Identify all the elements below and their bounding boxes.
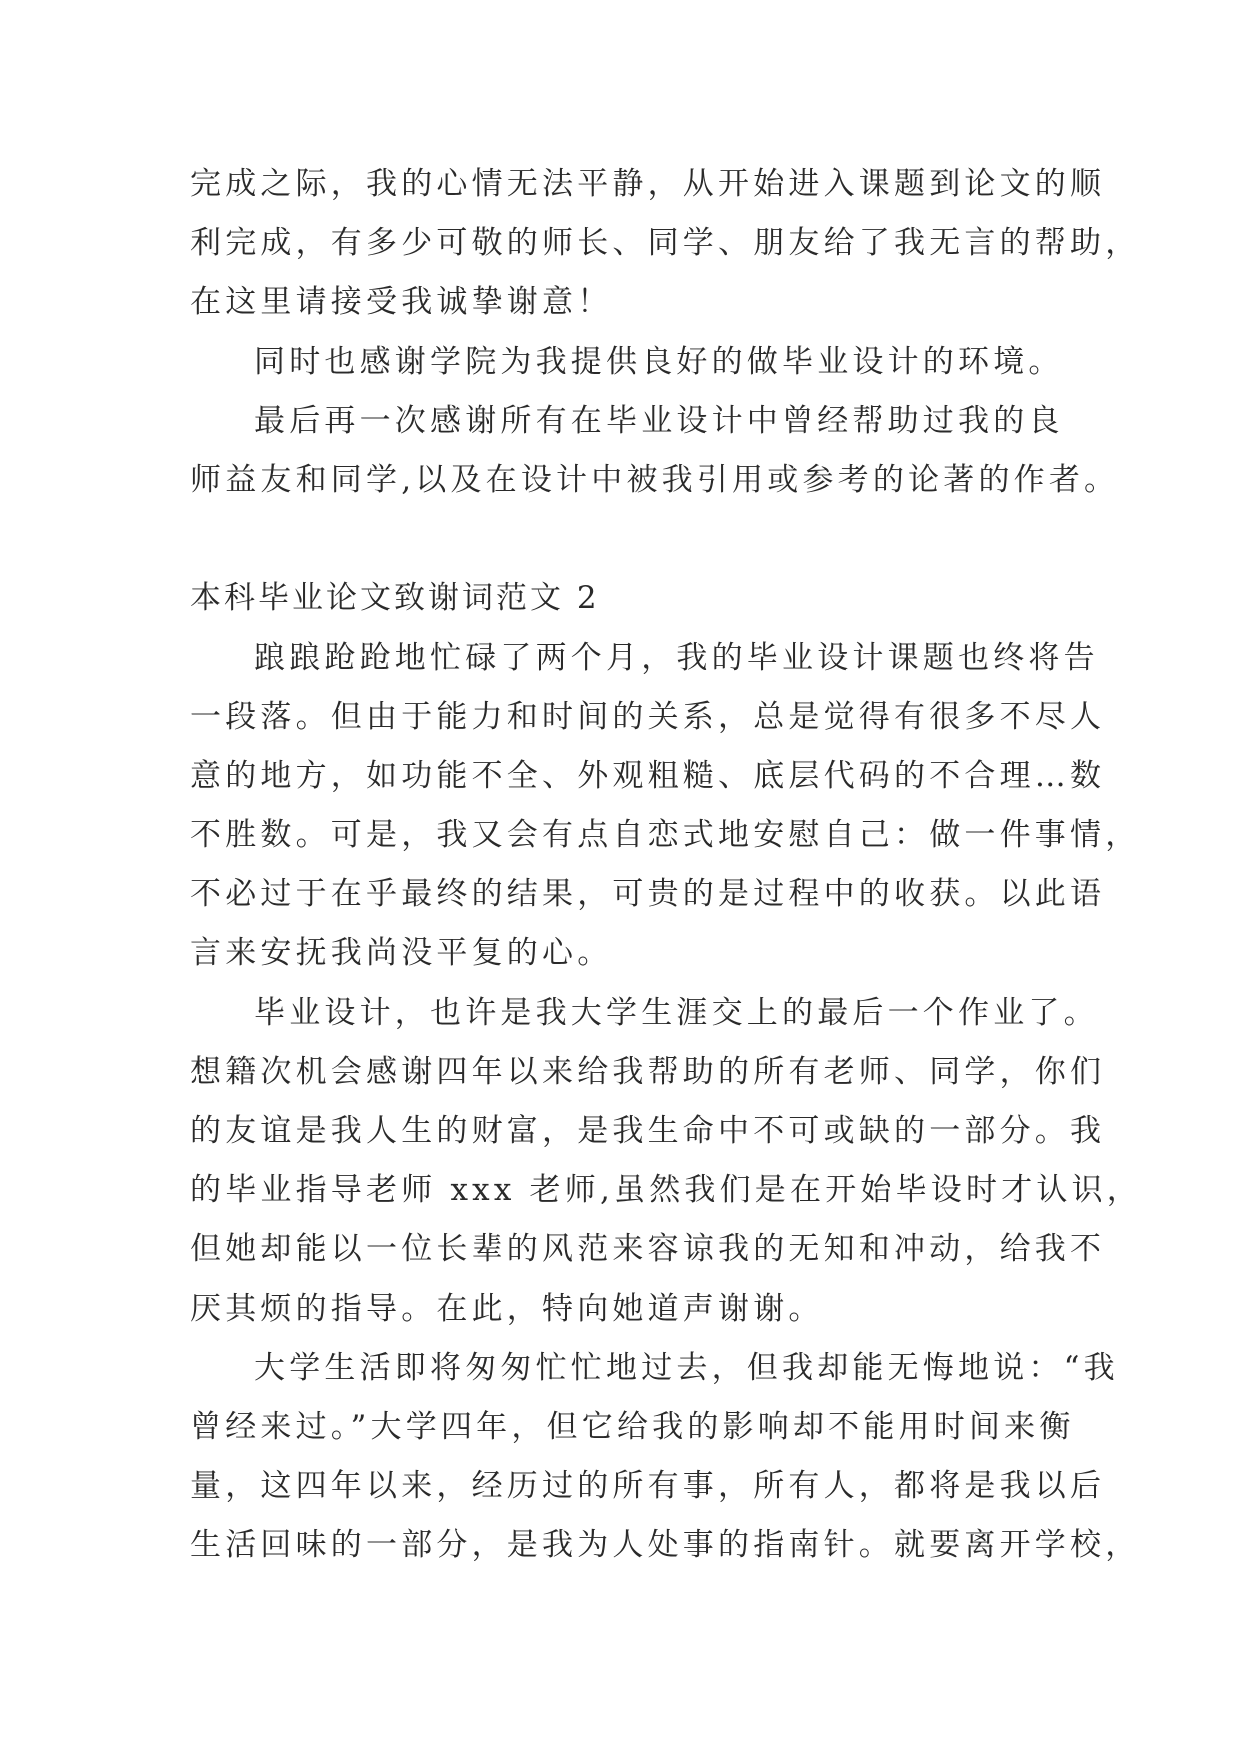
paragraph-thanks-college bbox=[190, 333, 1080, 392]
text-line: 意的地方，如功能不全、外观粗糙、底层代码的不合理…数 bbox=[190, 757, 1106, 794]
paragraph-completion bbox=[190, 155, 1141, 333]
text-line: 同时也感谢学院为我提供良好的做毕业设计的环境。 bbox=[254, 343, 1064, 380]
paragraph-spacer bbox=[190, 510, 1080, 569]
text-line: 最后再一次感谢所有在毕业设计中曾经帮助过我的良 bbox=[254, 402, 1064, 439]
section-heading: 本科毕业论文致谢词范文 2 bbox=[190, 580, 600, 617]
document-body bbox=[190, 155, 1143, 1576]
text-line: 厌其烦的指导。在此，特向她道声谢谢。 bbox=[190, 1290, 824, 1327]
text-line: 言来安抚我尚没平复的心。 bbox=[190, 935, 613, 972]
text-line: 师益友和同学,以及在设计中被我引用或参考的论著的作者。 bbox=[190, 461, 1120, 498]
text-line: 大学生活即将匆匆忙忙地过去，但我却能无悔地说：“我 bbox=[254, 1349, 1119, 1386]
paragraph-college-life bbox=[190, 1339, 1141, 1576]
text-line: 不胜数。可是，我又会有点自恋式地安慰自己：做一件事情， bbox=[190, 817, 1141, 854]
paragraph-graduation-design bbox=[190, 984, 1143, 1339]
text-line: 量，这四年以来，经历过的所有事，所有人，都将是我以后 bbox=[190, 1468, 1106, 1505]
text-line: 生活回味的一部分，是我为人处事的指南针。就要离开学校， bbox=[190, 1527, 1141, 1564]
text-line: 踉踉跄跄地忙碌了两个月，我的毕业设计课题也终将告 bbox=[254, 639, 1099, 676]
text-line: 毕业设计，也许是我大学生涯交上的最后一个作业了。 bbox=[254, 994, 1099, 1031]
text-line: 一段落。但由于能力和时间的关系，总是觉得有很多不尽人 bbox=[190, 698, 1106, 735]
text-line: 的友谊是我人生的财富，是我生命中不可或缺的一部分。我 bbox=[190, 1113, 1106, 1149]
text-line: 在这里请接受我诚挚谢意！ bbox=[190, 284, 613, 321]
text-line: 利完成，有多少可敬的师长、同学、朋友给了我无言的帮助， bbox=[190, 225, 1141, 262]
text-line: 的毕业指导老师 xxx 老师,虽然我们是在开始毕设时才认识， bbox=[190, 1172, 1143, 1209]
paragraph-two-months bbox=[190, 629, 1141, 984]
text-line: 完成之际，我的心情无法平静，从开始进入课题到论文的顺 bbox=[190, 166, 1106, 202]
paragraph-final-thanks bbox=[190, 392, 1120, 510]
text-line: 曾经来过。”大学四年，但它给我的影响却不能用时间来衡 bbox=[190, 1408, 1075, 1445]
text-line: 但她却能以一位长辈的风范来容谅我的无知和冲动，给我不 bbox=[190, 1231, 1106, 1268]
text-line: 想籍次机会感谢四年以来给我帮助的所有老师、同学，你们 bbox=[190, 1053, 1106, 1090]
text-line: 不必过于在乎最终的结果，可贵的是过程中的收获。以此语 bbox=[190, 876, 1106, 913]
